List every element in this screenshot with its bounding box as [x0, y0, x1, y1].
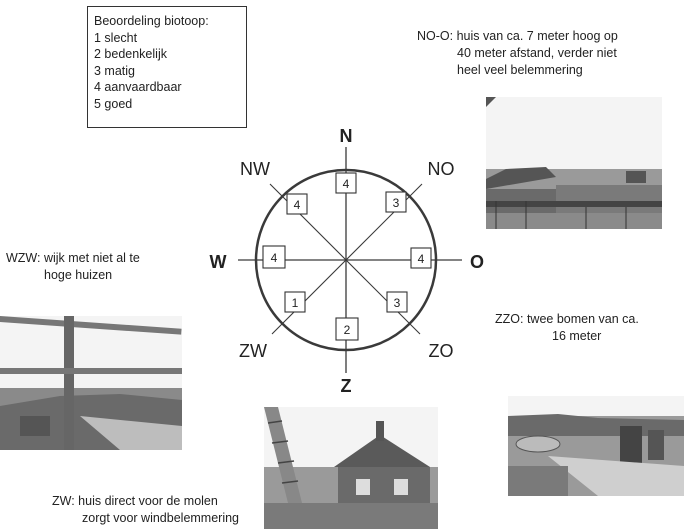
note-no-o-line3: heel veel belemmering	[457, 63, 583, 77]
note-wzw-line2: hoge huizen	[44, 268, 113, 282]
label-sw: ZW	[239, 341, 267, 361]
note-zzo-line2: 16 meter	[552, 329, 602, 343]
note-zzo-line1: twee bomen van ca.	[526, 312, 639, 326]
note-wzw-code: WZW:	[6, 251, 41, 265]
label-ne: NO	[427, 159, 455, 179]
note-zzo-code: ZZO:	[495, 312, 524, 326]
note-wzw	[6, 250, 140, 284]
note-zw-line2: zorgt voor windbelemmering	[82, 511, 240, 525]
note-zw-line1: huis direct voor de molen	[78, 494, 218, 508]
note-no-o	[417, 28, 618, 79]
note-no-o-line1: huis van ca. 7 meter hoog op	[456, 29, 618, 43]
legend-item-1: 1 slecht	[94, 30, 138, 45]
legend-item-3: 3 matig	[94, 63, 135, 78]
photo-wzw	[0, 316, 182, 450]
score-se: 3	[393, 296, 401, 310]
score-sw: 1	[291, 296, 299, 310]
label-nw: NW	[240, 159, 270, 179]
label-w: W	[209, 252, 227, 272]
label-n: N	[339, 126, 353, 146]
photo-zw	[264, 407, 438, 529]
note-zw-code: ZW:	[52, 494, 75, 508]
score-e: 4	[417, 252, 425, 266]
note-wzw-line1: wijk met niet al te	[43, 251, 140, 265]
legend-item-2: 2 bedenkelijk	[94, 47, 167, 61]
note-no-o-line2: 40 meter afstand, verder niet	[457, 46, 617, 60]
label-s: Z	[340, 376, 352, 396]
score-ne: 3	[392, 196, 400, 210]
score-w: 4	[270, 251, 278, 265]
note-zw	[52, 493, 239, 527]
photo-no-o	[486, 97, 662, 229]
legend-item-5: 5 goed	[94, 96, 133, 111]
label-e: O	[469, 252, 485, 272]
score-nw: 4	[293, 198, 301, 212]
score-s: 2	[343, 323, 351, 337]
label-se: ZO	[428, 341, 454, 361]
note-no-o-code: NO-O:	[417, 29, 454, 43]
note-zzo	[495, 311, 639, 345]
photo-zzo	[508, 396, 684, 496]
score-n: 4	[342, 177, 350, 191]
legend-item-4: 4 aanvaardbaar	[94, 80, 182, 94]
legend-title: Beoordeling biotoop:	[94, 14, 209, 28]
